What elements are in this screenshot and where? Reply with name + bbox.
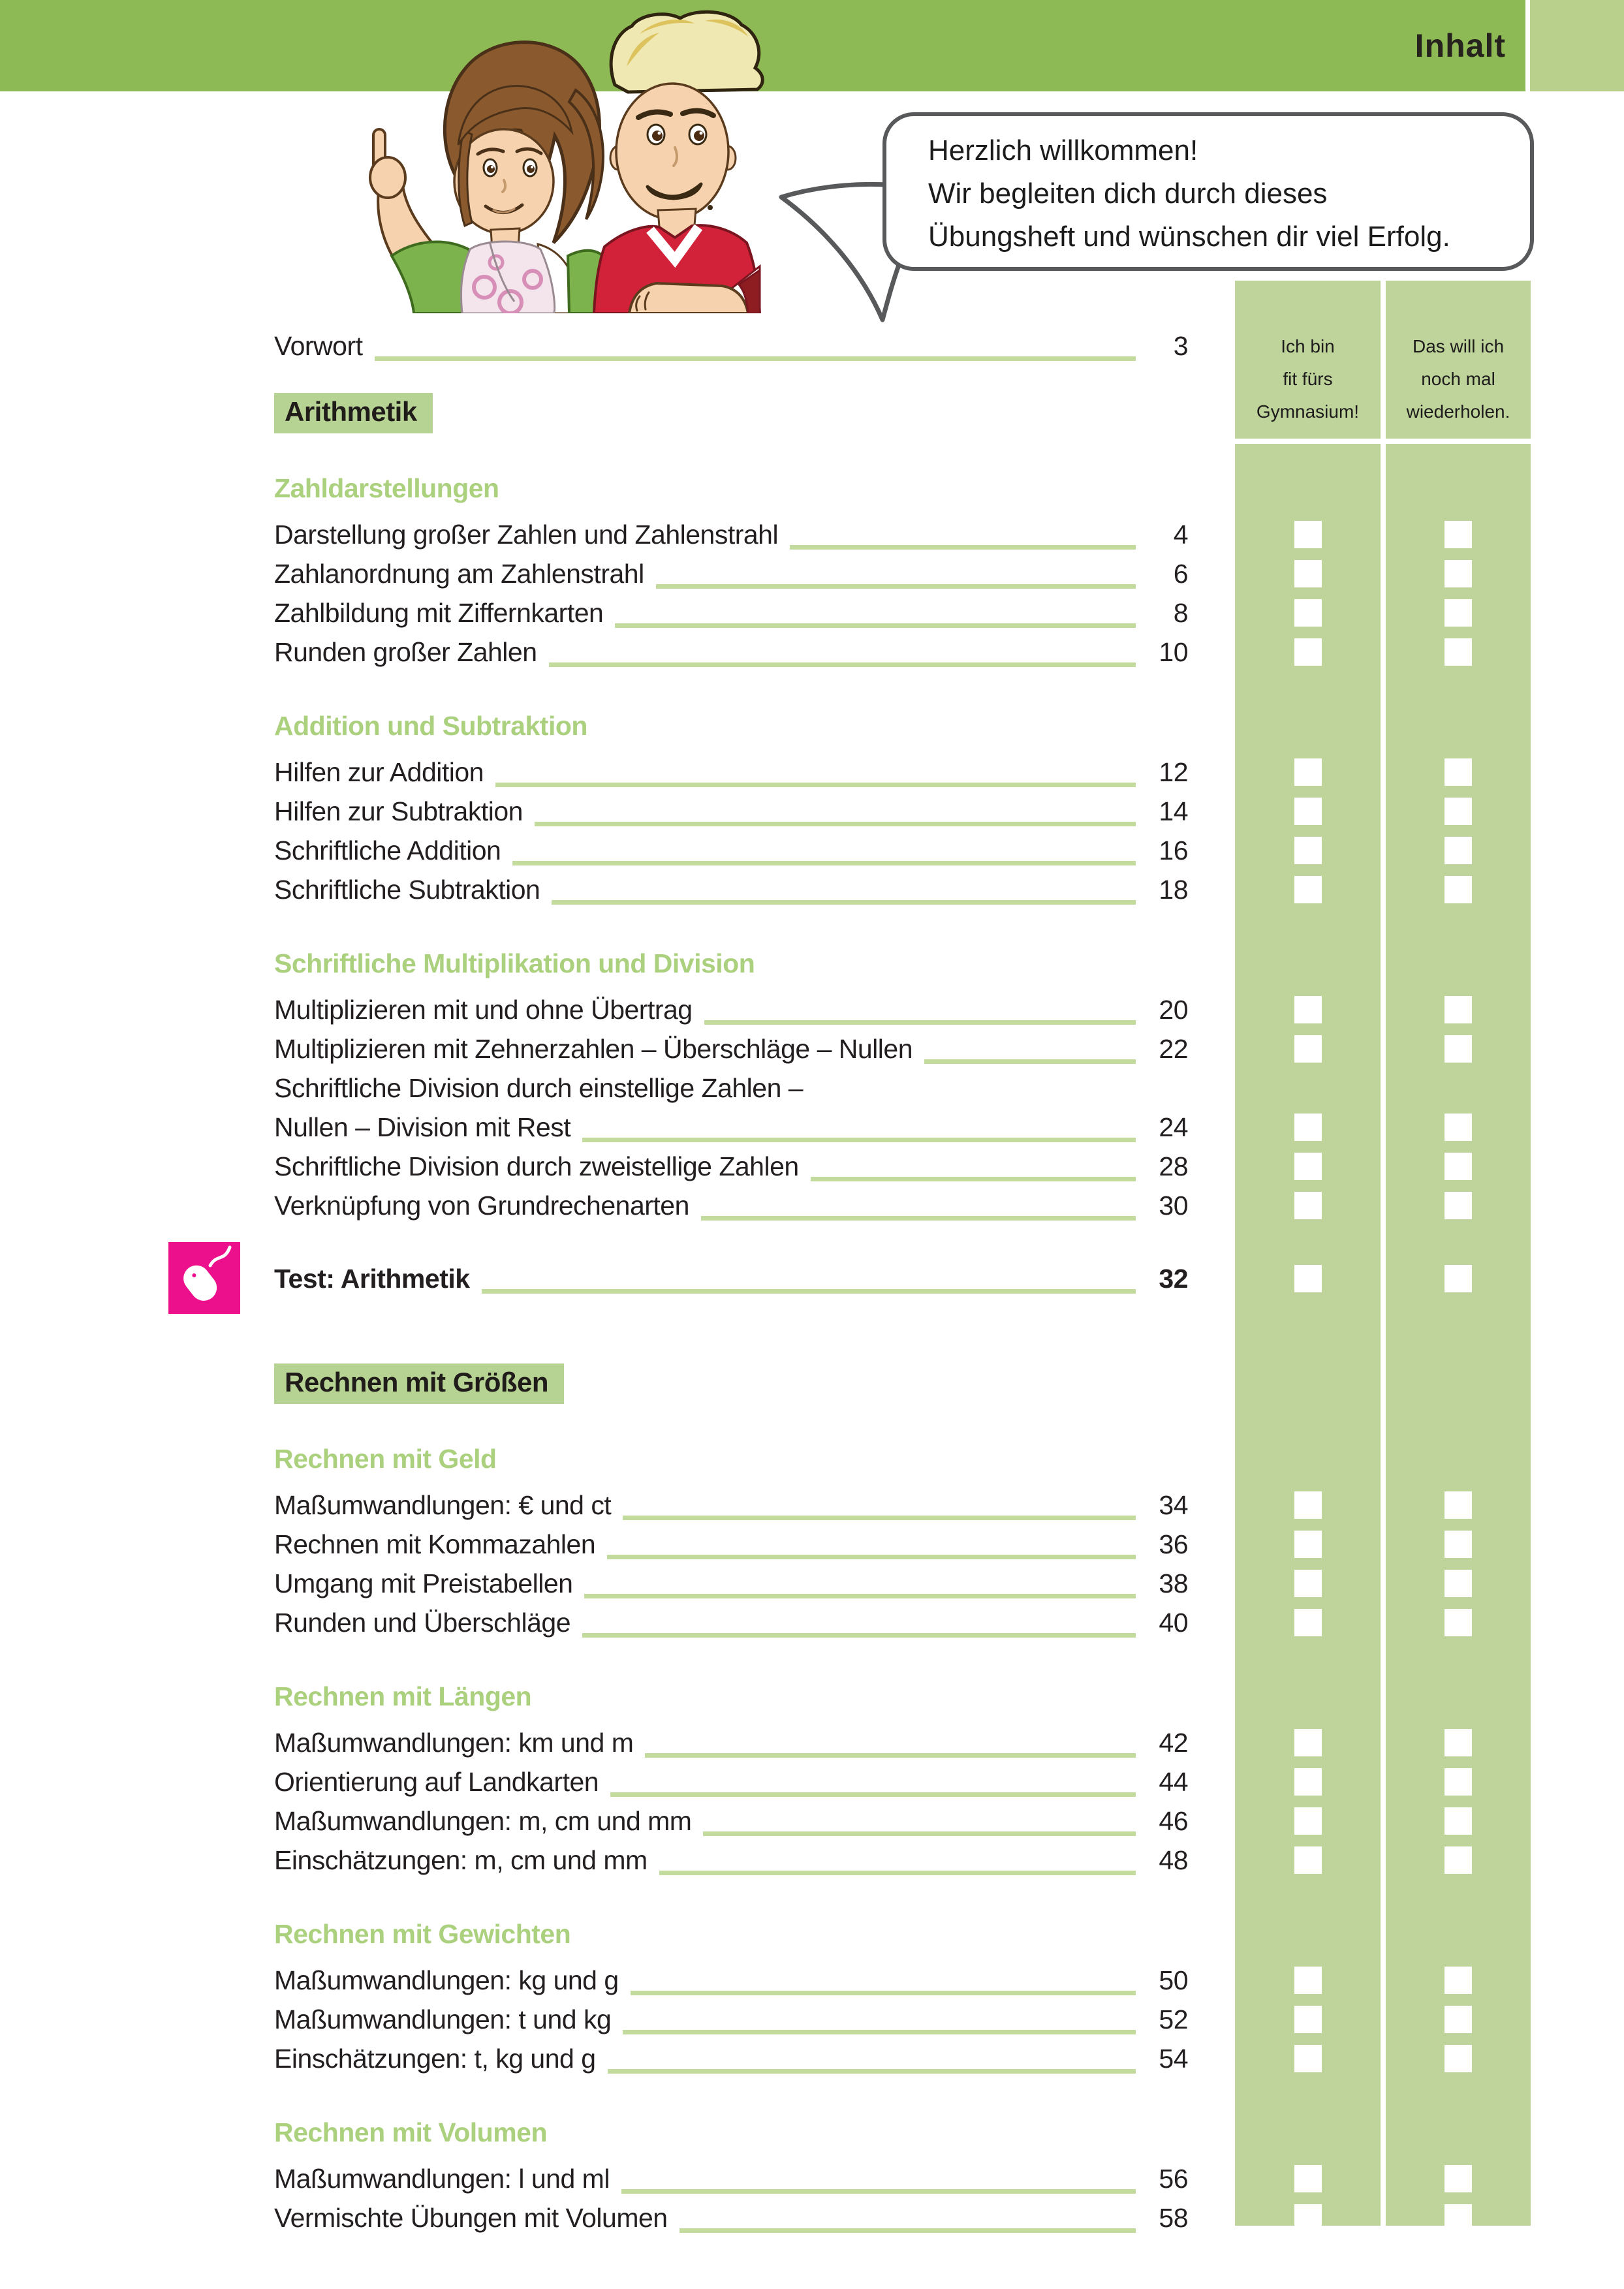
checkbox-repeat bbox=[1444, 521, 1472, 548]
leader-line bbox=[621, 2189, 1136, 2194]
leader-line bbox=[623, 2030, 1136, 2034]
checkbox-slot-repeat bbox=[1386, 2039, 1531, 2078]
checkbox-slot-repeat bbox=[1386, 1525, 1531, 1564]
checkbox-slot-fit bbox=[1235, 632, 1381, 672]
toc-row bbox=[274, 831, 1531, 870]
row-title: Maßumwandlungen: m, cm und mm bbox=[274, 1805, 692, 1836]
row-title: Einschätzungen: t, kg und g bbox=[274, 2043, 596, 2074]
checkbox-fit bbox=[1294, 1768, 1322, 1796]
checkbox-fit bbox=[1294, 837, 1322, 864]
checkbox-repeat bbox=[1444, 1570, 1472, 1597]
checkbox-slot-repeat bbox=[1386, 1723, 1531, 1762]
checkbox-repeat bbox=[1444, 837, 1472, 864]
toc-row bbox=[274, 1603, 1531, 1642]
toc-row bbox=[274, 1486, 1531, 1525]
group-heading bbox=[274, 2113, 1531, 2152]
leader-line bbox=[623, 1516, 1136, 1520]
checkbox-repeat bbox=[1444, 1967, 1472, 1994]
checkbox-slot-repeat bbox=[1386, 1961, 1531, 2000]
checkbox-repeat bbox=[1444, 1153, 1472, 1180]
leader-line bbox=[631, 1991, 1136, 1995]
checkbox-slot-fit bbox=[1235, 1762, 1381, 1801]
row-title: Maßumwandlungen: € und ct bbox=[274, 1489, 612, 1520]
row-title: Maßumwandlungen: kg und g bbox=[274, 1965, 619, 1995]
toc-row-main bbox=[274, 1965, 1188, 1996]
page-number: 32 bbox=[1159, 1263, 1188, 1294]
checkbox-fit bbox=[1294, 1265, 1322, 1292]
checkbox-repeat bbox=[1444, 599, 1472, 627]
toc-row-main bbox=[274, 835, 1188, 866]
page-number: 46 bbox=[1159, 1805, 1188, 1836]
checkbox-slot-fit bbox=[1235, 1186, 1381, 1225]
group-heading bbox=[274, 469, 1531, 508]
checkbox-repeat bbox=[1444, 638, 1472, 666]
checkbox-slot-repeat bbox=[1386, 1486, 1531, 1525]
leader-line bbox=[607, 1555, 1136, 1559]
leader-line bbox=[790, 545, 1136, 550]
checkbox-slot-repeat bbox=[1386, 326, 1531, 366]
checkbox-repeat bbox=[1444, 1609, 1472, 1636]
toc-row bbox=[274, 326, 1531, 366]
toc-row bbox=[274, 1723, 1531, 1762]
checkbox-fit bbox=[1294, 996, 1322, 1023]
checkbox-repeat bbox=[1444, 1729, 1472, 1756]
checkbox-fit bbox=[1294, 798, 1322, 825]
row-title: Runden großer Zahlen bbox=[274, 636, 537, 667]
page-title: Inhalt bbox=[1414, 27, 1506, 64]
checkbox-fit bbox=[1294, 1729, 1322, 1756]
checkbox-fit bbox=[1294, 1153, 1322, 1180]
toc-row-main bbox=[274, 875, 1188, 905]
toc-row bbox=[274, 1259, 1531, 1298]
page-number: 58 bbox=[1159, 2202, 1188, 2233]
toc-row-main bbox=[274, 331, 1188, 362]
group-heading bbox=[274, 1439, 1531, 1478]
checkbox-repeat bbox=[1444, 1846, 1472, 1874]
leader-line bbox=[679, 2228, 1136, 2233]
toc-row-main bbox=[274, 1529, 1188, 1560]
page-number: 52 bbox=[1159, 2004, 1188, 2034]
page-number: 28 bbox=[1159, 1151, 1188, 1181]
checkbox-repeat bbox=[1444, 758, 1472, 786]
checkbox-slot-repeat bbox=[1386, 1108, 1531, 1147]
checkbox-slot-fit bbox=[1235, 2000, 1381, 2039]
group-heading bbox=[274, 1914, 1531, 1954]
toc-row-main bbox=[274, 2004, 1188, 2035]
checkbox-fit bbox=[1294, 876, 1322, 903]
checkbox-repeat bbox=[1444, 1265, 1472, 1292]
checkbox-slot-fit bbox=[1235, 1068, 1381, 1108]
toc-row-main bbox=[274, 1568, 1188, 1599]
row-title: Schriftliche Subtraktion bbox=[274, 874, 540, 905]
page-number: 6 bbox=[1173, 558, 1188, 589]
toc-row-main bbox=[274, 2164, 1188, 2194]
column-fit-label: Gymnasium! bbox=[1256, 401, 1360, 422]
leader-line bbox=[701, 1216, 1136, 1221]
checkbox-slot-fit bbox=[1235, 326, 1381, 366]
checkbox-slot-repeat bbox=[1386, 1564, 1531, 1603]
toc-row-main bbox=[274, 559, 1188, 589]
checkbox-repeat bbox=[1444, 1491, 1472, 1519]
checkbox-repeat bbox=[1444, 876, 1472, 903]
page-number: 38 bbox=[1159, 1568, 1188, 1598]
page-number: 56 bbox=[1159, 2163, 1188, 2194]
checkbox-fit bbox=[1294, 560, 1322, 587]
checkbox-slot-fit bbox=[1235, 554, 1381, 593]
toc-row bbox=[274, 990, 1531, 1029]
row-title: Rechnen mit Kommazahlen bbox=[274, 1529, 596, 1559]
group-heading-label: Rechnen mit Längen bbox=[274, 1681, 532, 1711]
page-number: 22 bbox=[1159, 1033, 1188, 1064]
group-heading bbox=[274, 944, 1531, 983]
checkbox-repeat bbox=[1444, 1035, 1472, 1063]
checkbox-fit bbox=[1294, 599, 1322, 627]
group-heading-label: Rechnen mit Geld bbox=[274, 1443, 497, 1474]
leader-line bbox=[482, 1289, 1136, 1294]
group-heading-label: Schriftliche Multiplikation und Division bbox=[274, 948, 755, 978]
page-number: 14 bbox=[1159, 796, 1188, 826]
checkbox-slot-fit bbox=[1235, 1961, 1381, 2000]
checkbox-slot-fit bbox=[1235, 1259, 1381, 1298]
group-heading bbox=[274, 1677, 1531, 1716]
checkbox-slot-repeat bbox=[1386, 990, 1531, 1029]
page-number: 34 bbox=[1159, 1489, 1188, 1520]
row-title: Schriftliche Division durch zweistellige Zahlen bbox=[274, 1151, 799, 1181]
checkbox-slot-fit bbox=[1235, 1801, 1381, 1841]
row-title: Zahlbildung mit Ziffernkarten bbox=[274, 597, 604, 628]
checkbox-repeat bbox=[1444, 1768, 1472, 1796]
speech-bubble-text: Herzlich willkommen! bbox=[928, 134, 1198, 166]
column-repeat-label: noch mal bbox=[1421, 369, 1495, 389]
column-repeat-label: Das will ich bbox=[1412, 336, 1505, 356]
checkbox-slot-fit bbox=[1235, 2159, 1381, 2198]
toc-row-main bbox=[274, 2203, 1188, 2234]
toc-row-main bbox=[274, 995, 1188, 1025]
checkbox-slot-fit bbox=[1235, 1603, 1381, 1642]
checkbox-slot-repeat bbox=[1386, 1841, 1531, 1880]
page-number: 18 bbox=[1159, 874, 1188, 905]
page-number: 44 bbox=[1159, 1766, 1188, 1797]
leader-line bbox=[375, 356, 1136, 361]
toc-row bbox=[274, 593, 1531, 632]
checkbox-repeat bbox=[1444, 560, 1472, 587]
checkbox-fit bbox=[1294, 638, 1322, 666]
page-number: 16 bbox=[1159, 835, 1188, 865]
toc-row bbox=[274, 1108, 1531, 1147]
leader-line bbox=[656, 584, 1136, 589]
mouse-icon bbox=[168, 1242, 240, 1314]
page-number: 40 bbox=[1159, 1607, 1188, 1638]
checkbox-slot-fit bbox=[1235, 2198, 1381, 2237]
checkbox-repeat bbox=[1444, 1192, 1472, 1219]
page-number: 48 bbox=[1159, 1845, 1188, 1875]
checkbox-fit bbox=[1294, 2006, 1322, 2033]
leader-line bbox=[610, 1792, 1136, 1797]
leader-line bbox=[495, 783, 1136, 787]
checkbox-repeat bbox=[1444, 1807, 1472, 1835]
toc-row bbox=[274, 1029, 1531, 1068]
toc-row-main bbox=[274, 1490, 1188, 1521]
toc-row-main bbox=[274, 796, 1188, 827]
kids-illustration bbox=[274, 7, 881, 313]
toc-row-main bbox=[274, 637, 1188, 668]
row-title: Umgang mit Preistabellen bbox=[274, 1568, 573, 1598]
toc-row bbox=[274, 632, 1531, 672]
leader-line bbox=[811, 1177, 1136, 1181]
row-title: Vorwort bbox=[274, 330, 363, 361]
row-title: Nullen – Division mit Rest bbox=[274, 1112, 571, 1142]
section-row bbox=[274, 392, 1531, 434]
page-number: 42 bbox=[1159, 1727, 1188, 1758]
checkbox-repeat bbox=[1444, 2006, 1472, 2033]
checkbox-slot-repeat bbox=[1386, 2159, 1531, 2198]
page-number: 24 bbox=[1159, 1112, 1188, 1142]
leader-line bbox=[615, 623, 1136, 628]
checkbox-slot-repeat bbox=[1386, 2000, 1531, 2039]
row-title: Einschätzungen: m, cm und mm bbox=[274, 1845, 648, 1875]
checkbox-slot-fit bbox=[1235, 1841, 1381, 1880]
checkbox-fit bbox=[1294, 1609, 1322, 1636]
toc-row bbox=[274, 1564, 1531, 1603]
checkbox-fit bbox=[1294, 758, 1322, 786]
section-row bbox=[274, 1362, 1531, 1405]
page-number: 4 bbox=[1173, 519, 1188, 550]
checkbox-fit bbox=[1294, 1491, 1322, 1519]
page-number: 3 bbox=[1173, 330, 1188, 361]
checkbox-slot-repeat bbox=[1386, 515, 1531, 554]
row-title: Test: Arithmetik bbox=[274, 1263, 470, 1294]
leader-line bbox=[549, 662, 1136, 667]
toc-row-main bbox=[274, 1806, 1188, 1837]
row-title: Multiplizieren mit Zehnerzahlen – Überschläge – Nullen bbox=[274, 1033, 913, 1064]
toc-row-main bbox=[274, 1845, 1188, 1876]
page-number: 36 bbox=[1159, 1529, 1188, 1559]
checkbox-repeat bbox=[1444, 798, 1472, 825]
checkbox-fit bbox=[1294, 1807, 1322, 1835]
row-title: Runden und Überschläge bbox=[274, 1607, 570, 1638]
leader-line bbox=[552, 900, 1136, 905]
leader-line bbox=[608, 2069, 1136, 2074]
toc-row bbox=[274, 2039, 1531, 2078]
checkbox-slot-fit bbox=[1235, 1564, 1381, 1603]
checkbox-slot-repeat bbox=[1386, 1186, 1531, 1225]
row-title: Multiplizieren mit und ohne Übertrag bbox=[274, 994, 693, 1025]
speech-bubble bbox=[882, 112, 1534, 271]
toc-row-main bbox=[274, 1073, 1188, 1104]
checkbox-slot-fit bbox=[1235, 1029, 1381, 1068]
group-heading-label: Zahldarstellungen bbox=[274, 473, 499, 503]
toc-row-main bbox=[274, 1767, 1188, 1798]
leader-line bbox=[584, 1594, 1136, 1598]
section-badge: Rechnen mit Größen bbox=[274, 1363, 564, 1404]
checkbox-repeat bbox=[1444, 2165, 1472, 2192]
toc-row bbox=[274, 2000, 1531, 2039]
toc-row-main bbox=[274, 1264, 1188, 1294]
group-heading bbox=[274, 706, 1531, 745]
page-number: 54 bbox=[1159, 2043, 1188, 2074]
toc-row bbox=[274, 1841, 1531, 1880]
boy-figure bbox=[594, 12, 762, 313]
checkbox-fit bbox=[1294, 1113, 1322, 1141]
checkbox-slot-fit bbox=[1235, 1147, 1381, 1186]
checkbox-fit bbox=[1294, 2204, 1322, 2232]
checkbox-slot-fit bbox=[1235, 1108, 1381, 1147]
checkbox-slot-repeat bbox=[1386, 2198, 1531, 2237]
column-fit-label: Ich bin bbox=[1281, 336, 1335, 356]
checkbox-slot-fit bbox=[1235, 593, 1381, 632]
toc-row bbox=[274, 554, 1531, 593]
toc-row bbox=[274, 1801, 1531, 1841]
checkbox-slot-fit bbox=[1235, 1525, 1381, 1564]
page-number: 50 bbox=[1159, 1965, 1188, 1995]
toc-row bbox=[274, 1762, 1531, 1801]
column-fit-label: fit fürs bbox=[1283, 369, 1333, 389]
page-number: 12 bbox=[1159, 756, 1188, 787]
checkbox-repeat bbox=[1444, 2045, 1472, 2072]
page-number: 30 bbox=[1159, 1190, 1188, 1221]
row-title: Orientierung auf Landkarten bbox=[274, 1766, 599, 1797]
table-of-contents bbox=[274, 326, 1531, 2237]
toc-row-main bbox=[274, 598, 1188, 629]
row-title: Schriftliche Division durch einstellige Zahlen – bbox=[274, 1072, 804, 1103]
column-repeat-label: wiederholen. bbox=[1406, 401, 1510, 422]
toc-row-main bbox=[274, 757, 1188, 788]
toc-row bbox=[274, 515, 1531, 554]
checkbox-slot-repeat bbox=[1386, 554, 1531, 593]
checkbox-repeat bbox=[1444, 2204, 1472, 2232]
checkbox-slot-repeat bbox=[1386, 632, 1531, 672]
checkbox-repeat bbox=[1444, 996, 1472, 1023]
toc-row bbox=[274, 1068, 1531, 1108]
checkbox-slot-repeat bbox=[1386, 1259, 1531, 1298]
toc-row-main bbox=[274, 1608, 1188, 1638]
toc-row bbox=[274, 1186, 1531, 1225]
checkbox-fit bbox=[1294, 1967, 1322, 1994]
page-number: 20 bbox=[1159, 994, 1188, 1025]
toc-row-main bbox=[274, 1112, 1188, 1143]
checkbox-slot-fit bbox=[1235, 1486, 1381, 1525]
toc-row bbox=[274, 870, 1531, 909]
checkbox-slot-fit bbox=[1235, 990, 1381, 1029]
row-title: Vermischte Übungen mit Volumen bbox=[274, 2202, 668, 2233]
row-title: Schriftliche Addition bbox=[274, 835, 501, 865]
row-title: Hilfen zur Subtraktion bbox=[274, 796, 523, 826]
toc-row-main bbox=[274, 1151, 1188, 1182]
checkbox-slot-fit bbox=[1235, 515, 1381, 554]
speech-bubble-text: Wir begleiten dich durch dieses bbox=[928, 178, 1328, 210]
toc-row bbox=[274, 1147, 1531, 1186]
checkbox-fit bbox=[1294, 2045, 1322, 2072]
leader-line bbox=[582, 1138, 1136, 1142]
group-heading-label: Addition und Subtraktion bbox=[274, 710, 587, 741]
leader-line bbox=[512, 861, 1136, 865]
toc-row bbox=[274, 2159, 1531, 2198]
checkbox-slot-repeat bbox=[1386, 792, 1531, 831]
leader-line bbox=[582, 1633, 1136, 1638]
row-title: Zahlanordnung am Zahlenstrahl bbox=[274, 558, 644, 589]
toc-row-main bbox=[274, 1034, 1188, 1065]
toc-row bbox=[274, 1525, 1531, 1564]
checkbox-slot-repeat bbox=[1386, 870, 1531, 909]
section-badge: Arithmetik bbox=[274, 393, 433, 433]
checkbox-slot-fit bbox=[1235, 2039, 1381, 2078]
toc-row bbox=[274, 2198, 1531, 2237]
toc-row-main bbox=[274, 520, 1188, 550]
checkbox-slot-repeat bbox=[1386, 1801, 1531, 1841]
checkbox-slot-repeat bbox=[1386, 1068, 1531, 1108]
checkbox-slot-fit bbox=[1235, 831, 1381, 870]
toc-row-main bbox=[274, 2044, 1188, 2074]
checkbox-slot-repeat bbox=[1386, 831, 1531, 870]
checkbox-slot-repeat bbox=[1386, 593, 1531, 632]
toc-row-main bbox=[274, 1728, 1188, 1758]
row-title: Verknüpfung von Grundrechenarten bbox=[274, 1190, 689, 1221]
checkbox-fit bbox=[1294, 521, 1322, 548]
page-number: 8 bbox=[1173, 597, 1188, 628]
row-title: Hilfen zur Addition bbox=[274, 756, 484, 787]
checkbox-repeat bbox=[1444, 1113, 1472, 1141]
checkbox-fit bbox=[1294, 2165, 1322, 2192]
checkbox-fit bbox=[1294, 1846, 1322, 1874]
leader-line bbox=[924, 1059, 1136, 1064]
row-title: Maßumwandlungen: l und ml bbox=[274, 2163, 610, 2194]
toc-row bbox=[274, 753, 1531, 792]
toc-row bbox=[274, 792, 1531, 831]
toc-row-main bbox=[274, 1191, 1188, 1221]
girl-figure bbox=[370, 42, 612, 313]
group-heading-label: Rechnen mit Gewichten bbox=[274, 1918, 571, 1949]
toc-row bbox=[274, 1961, 1531, 2000]
checkbox-slot-fit bbox=[1235, 870, 1381, 909]
row-title: Darstellung großer Zahlen und Zahlenstrahl bbox=[274, 519, 779, 550]
checkbox-slot-fit bbox=[1235, 753, 1381, 792]
row-title: Maßumwandlungen: km und m bbox=[274, 1727, 634, 1758]
checkbox-fit bbox=[1294, 1570, 1322, 1597]
page-number: 10 bbox=[1159, 636, 1188, 667]
leader-line bbox=[535, 822, 1136, 826]
checkbox-slot-fit bbox=[1235, 1723, 1381, 1762]
checkbox-slot-fit bbox=[1235, 792, 1381, 831]
checkbox-fit bbox=[1294, 1035, 1322, 1063]
leader-line bbox=[645, 1753, 1136, 1758]
leader-line bbox=[704, 1020, 1136, 1025]
checkbox-slot-repeat bbox=[1386, 1147, 1531, 1186]
row-title: Maßumwandlungen: t und kg bbox=[274, 2004, 612, 2034]
page-edge-tab bbox=[1530, 0, 1624, 91]
checkbox-fit bbox=[1294, 1192, 1322, 1219]
checkbox-slot-repeat bbox=[1386, 753, 1531, 792]
leader-line bbox=[703, 1831, 1136, 1836]
group-heading-label: Rechnen mit Volumen bbox=[274, 2117, 548, 2147]
checkbox-slot-repeat bbox=[1386, 1029, 1531, 1068]
checkbox-slot-repeat bbox=[1386, 1762, 1531, 1801]
speech-bubble-text: Übungsheft und wünschen dir viel Erfolg. bbox=[928, 221, 1450, 253]
checkbox-fit bbox=[1294, 1531, 1322, 1558]
leader-line bbox=[659, 1871, 1136, 1875]
checkbox-repeat bbox=[1444, 1531, 1472, 1558]
checkbox-slot-repeat bbox=[1386, 1603, 1531, 1642]
